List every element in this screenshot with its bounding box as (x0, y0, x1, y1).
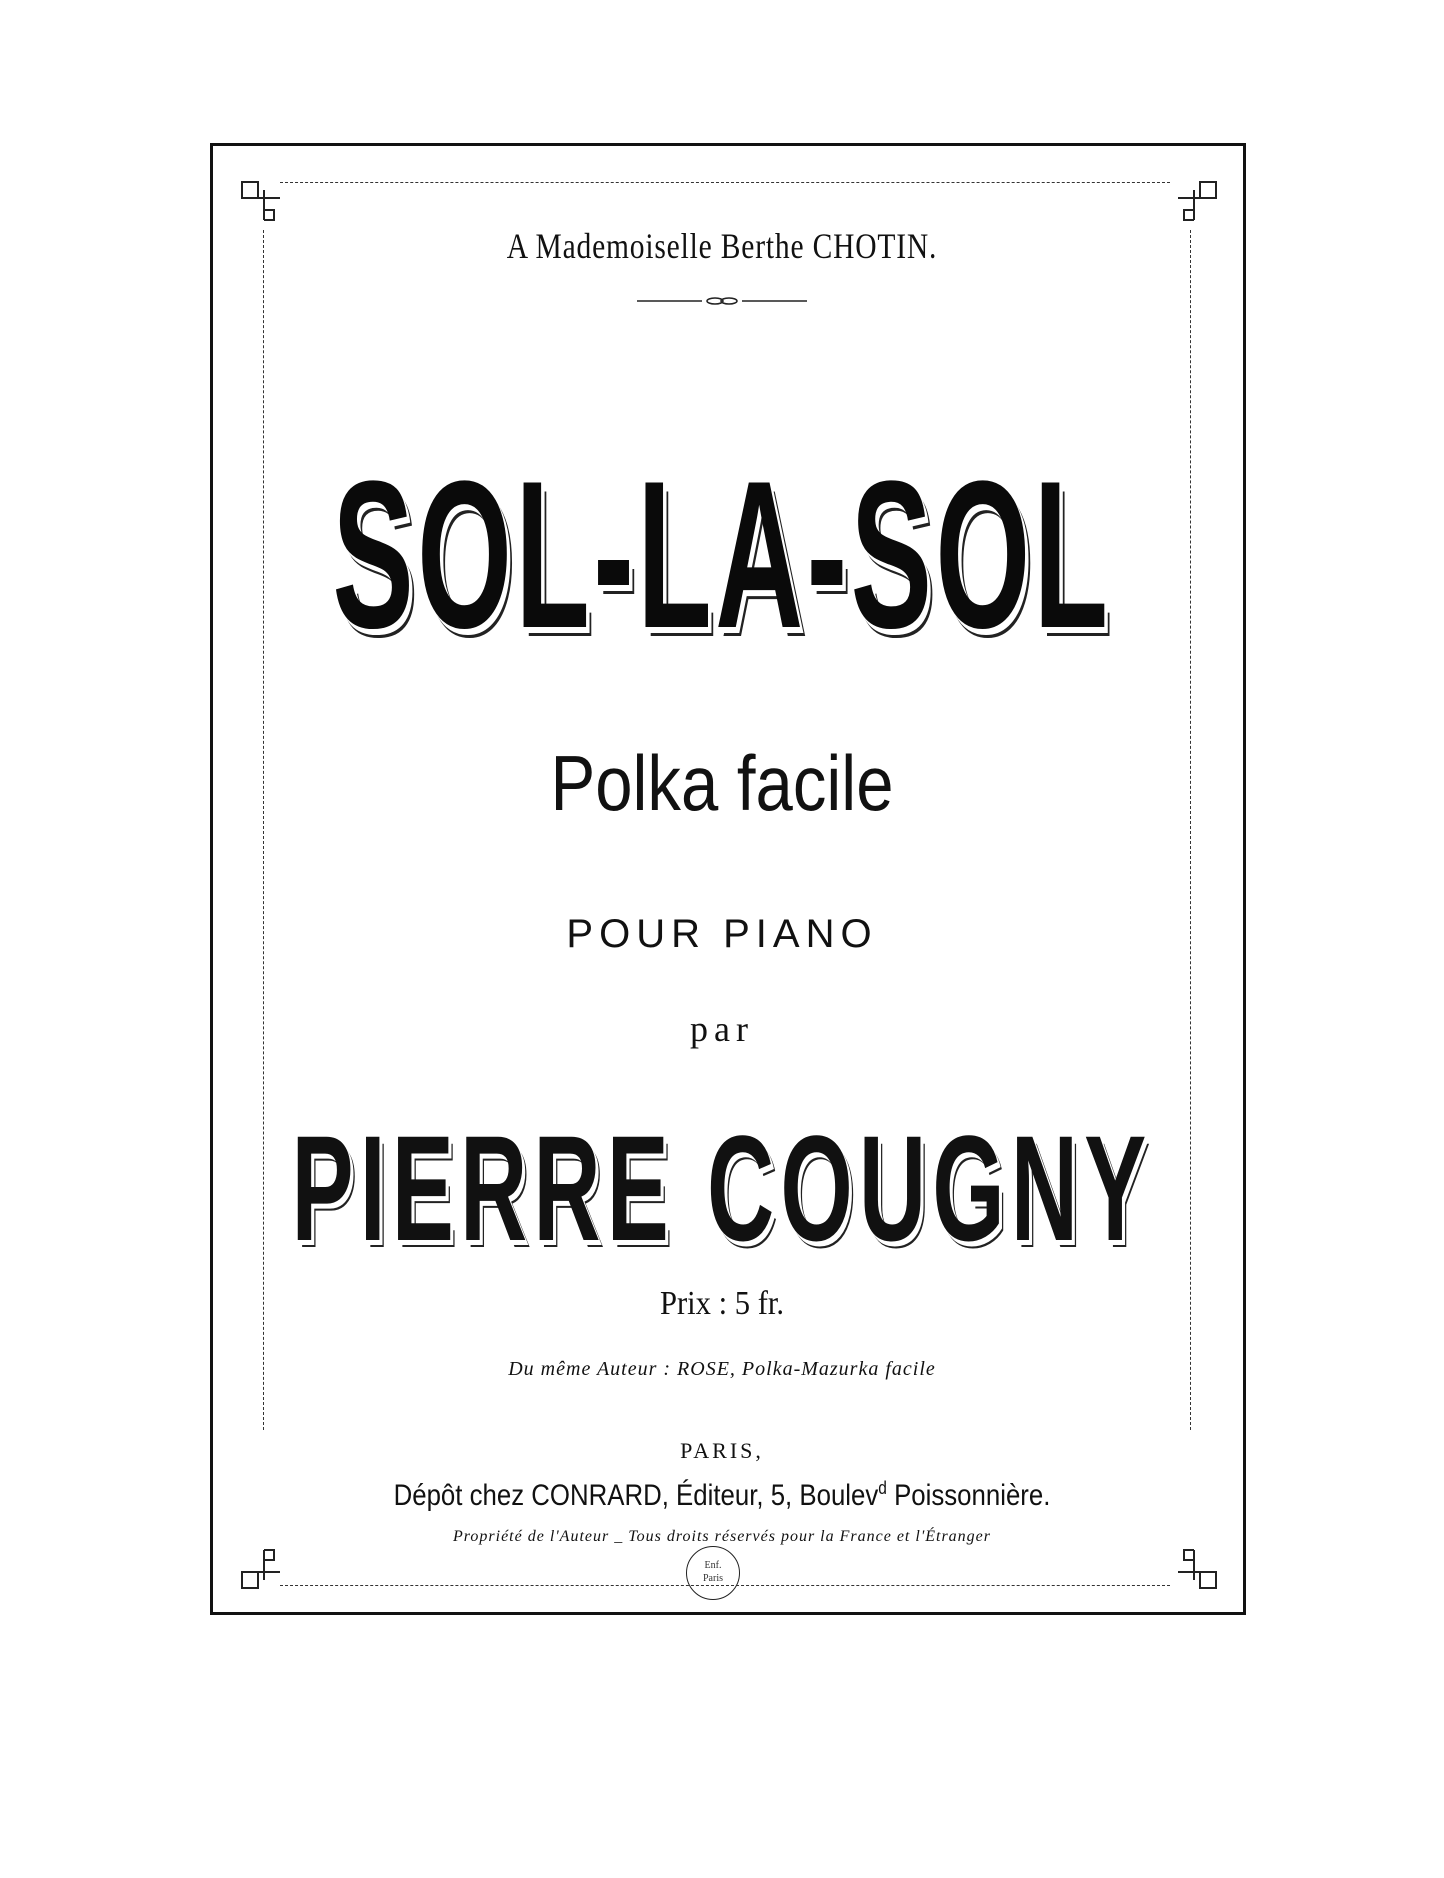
instrument: POUR PIANO (566, 912, 878, 956)
publisher-pre: Dépôt chez CONRARD, Éditeur, 5, Boulev (393, 1479, 879, 1512)
subtitle: Polka facile (550, 739, 894, 827)
publisher-post: Poissonnière. (886, 1479, 1051, 1512)
stamp-line-1: Enf. (704, 1560, 722, 1571)
publisher-sup: d (878, 1478, 887, 1498)
outer-frame (210, 143, 1246, 1615)
divider-ornament (637, 295, 807, 307)
left-dashed-rule (263, 230, 265, 1430)
publisher-line (101, 1478, 1343, 1513)
dedication: A Mademoiselle Berthe CHOTIN. (506, 226, 938, 266)
library-stamp (686, 1546, 740, 1600)
other-works: Du même Auteur : ROSE, Polka-Mazurka facile (508, 1358, 936, 1380)
right-dashed-rule (1190, 230, 1192, 1430)
stamp-line-2: Paris (703, 1573, 723, 1584)
publisher-city: PARIS, (680, 1438, 764, 1463)
price: Prix : 5 fr. (659, 1285, 785, 1322)
composer-name: PIERRE COUGNY (291, 1104, 1153, 1272)
title: SOL-LA-SOL (332, 437, 1112, 672)
rights-notice: Propriété de l'Auteur _ Tous droits réservés pour la France et l'Étranger (452, 1528, 992, 1545)
top-dashed-rule (280, 182, 1170, 184)
by-line: par (690, 1009, 754, 1049)
